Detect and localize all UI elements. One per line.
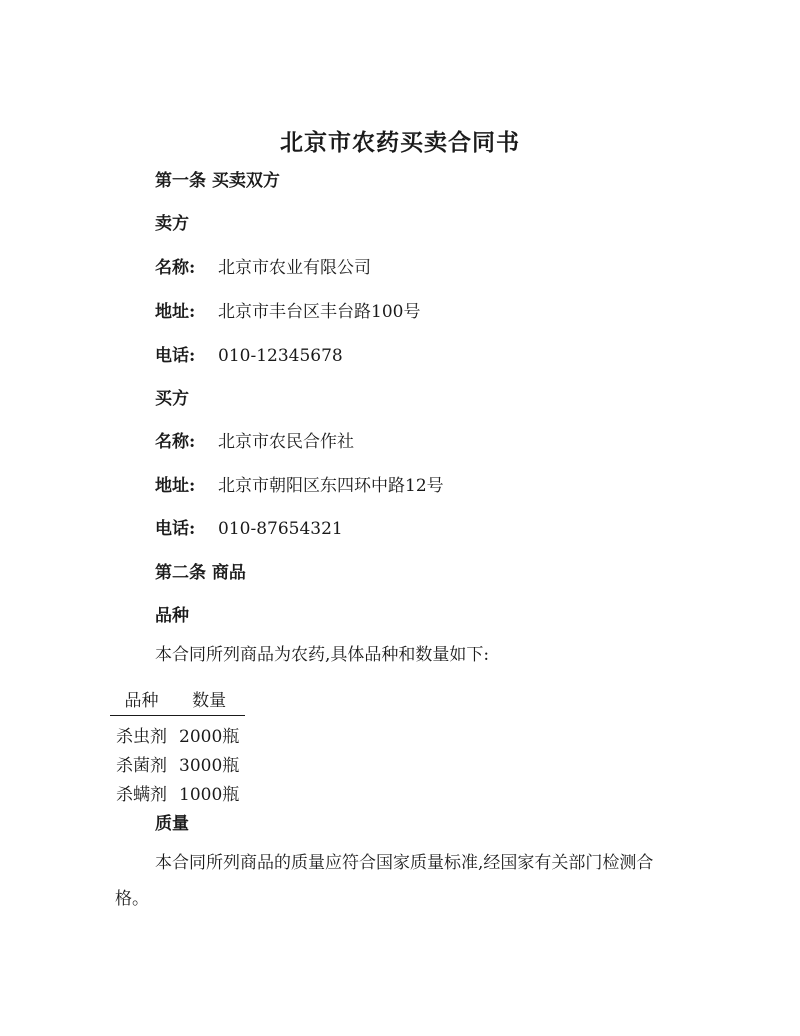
quality-paragraph: 本合同所列商品的质量应符合国家质量标准,经国家有关部门检测合格。 [115, 853, 654, 909]
buyer-name-label: 名称: [155, 432, 196, 452]
table-header-quantity: 数量 [173, 686, 245, 716]
article-2-heading: 第二条 商品 [155, 563, 246, 583]
buyer-address-value: 北京市朝阳区东四环中路12号 [218, 476, 444, 496]
seller-address-label: 地址: [155, 302, 196, 322]
seller-heading: 卖方 [155, 214, 189, 234]
table-cell-variety: 杀虫剂 [116, 727, 167, 747]
table-cell-variety: 杀螨剂 [116, 785, 167, 805]
seller-name-value: 北京市农业有限公司 [218, 258, 371, 278]
buyer-address-label: 地址: [155, 476, 196, 496]
document-title: 北京市农药买卖合同书 [280, 129, 520, 156]
seller-phone-value: 010-12345678 [218, 346, 343, 366]
table-header-variety: 品种 [110, 686, 173, 716]
seller-address-value: 北京市丰台区丰台路100号 [218, 302, 421, 322]
table-row [110, 778, 245, 807]
buyer-phone-row [155, 514, 343, 539]
buyer-heading: 买方 [155, 389, 189, 409]
buyer-phone-value: 010-87654321 [218, 519, 343, 539]
table-cell-quantity: 3000瓶 [179, 756, 240, 776]
variety-paragraph: 本合同所列商品为农药,具体品种和数量如下: [155, 645, 490, 665]
table-cell-quantity: 1000瓶 [179, 785, 240, 805]
buyer-name-value: 北京市农民合作社 [218, 432, 354, 452]
table-row [110, 716, 245, 750]
table-row [110, 749, 245, 778]
buyer-address-row [155, 471, 444, 496]
buyer-name-row [155, 427, 354, 452]
seller-name-row [155, 253, 371, 278]
article-1-heading: 第一条 买卖双方 [155, 171, 280, 191]
variety-heading: 品种 [155, 606, 189, 626]
table-cell-quantity: 2000瓶 [179, 727, 240, 747]
seller-address-row [155, 297, 420, 322]
quality-heading: 质量 [155, 814, 189, 834]
table-header-row [110, 686, 245, 716]
buyer-phone-label: 电话: [155, 519, 196, 539]
table-cell-variety: 杀菌剂 [116, 756, 167, 776]
quantity-table [110, 686, 245, 807]
seller-phone-row [155, 341, 343, 366]
seller-phone-label: 电话: [155, 346, 196, 366]
seller-name-label: 名称: [155, 258, 196, 278]
